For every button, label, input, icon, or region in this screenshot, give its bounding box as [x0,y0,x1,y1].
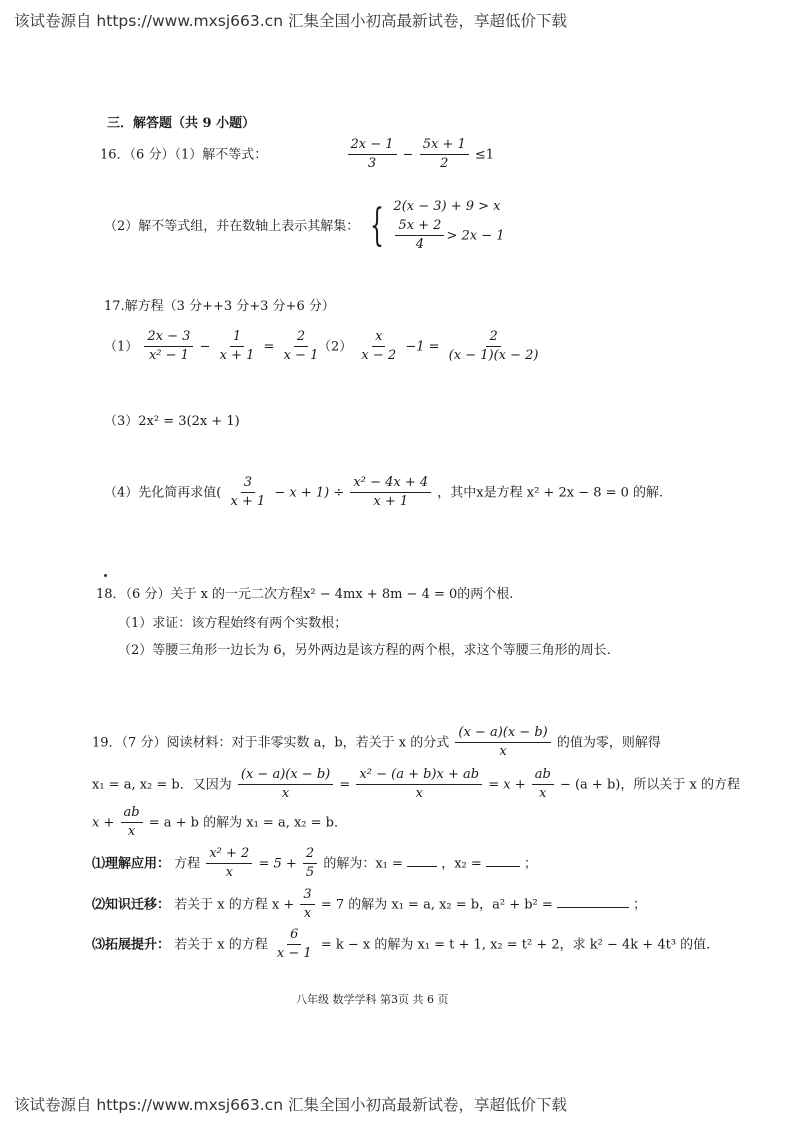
q19-sub1: ⑴理解应用： 方程 $\frac{\text{x² + 2}}{x}$ = 5 + $\frac{2}{5}$ 的解为：x₁ = ，x₂ = ； [92,846,538,881]
q19-line3: x + $\frac{ab}{x}$ = a + b 的解为 x₁ = a, x₂ = b． [92,805,347,840]
stray-dot [104,574,107,577]
q16-system: { 2(x − 3) + 9 > x $\frac{5x + 2}{4}$ > 2x − 1 [370,199,505,253]
answer-blank-a2b2[interactable] [557,894,629,908]
q16-frac1: $\frac{2x - 1}{3}$ [348,138,397,172]
q16-frac2: $\frac{5x + 1}{2}$ [420,138,469,172]
answer-blank-x1[interactable] [407,853,437,867]
q17-part2: （2） $\frac{x}{x - 2}$ −1 = $\frac{2}{(x - 1)(x - 2)}$ [318,329,539,364]
q19-line1: 19．（7 分）阅读材料：对于非零实数 a，b，若关于 x 的分式 $\frac{(x - a)(x - b)}{x}$ 的值为零，则解得 [92,725,661,760]
q16-part2: （2）解不等式组，并在数轴上表示其解集： { 2(x − 3) + 9 > x $\frac{5x + 2}{4}$ > 2x − 1 [104,199,505,253]
q17-head: 17.解方程（3 分++3 分+3 分+6 分） [104,299,335,314]
page-footer: 八年级 数学学科 第3页 共 6 页 [296,993,449,1006]
section-title: 三．解答题（共 9 小题） [107,116,256,131]
answer-blank-x2[interactable] [486,853,520,867]
q17-part4: （4）先化简再求值( $\frac{3}{x + 1}$ − x + 1) ÷ $\frac{\text{x² − 4x + 4}}{x + 1}$ ，其中x是方程 x² + 2x − 8 = 0 的解. [104,475,664,510]
q17-part3: （3）2x² = 3(2x + 1) [104,414,240,429]
q19-sub3: ⑶拓展提升： 若关于 x 的方程 $\frac{6}{x - 1}$ = k − x 的解为 x₁ = t + 1, x₂ = t² + 2，求 k² − 4k + 4t³ 的值. [92,927,711,962]
q17-part1: （1） $\frac{2x - 3}{\text{x² − 1}}$ − $\frac{1}{x + 1}$ = $\frac{2}{x - 1}$ [104,329,319,364]
q19-sub2: ⑵知识迁移： 若关于 x 的方程 x + $\frac{3}{x}$ = 7 的解为 x₁ = a, x₂ = b，a² + b² = ； [92,887,647,922]
q18-head: 18．（6 分）关于 x 的一元二次方程x² − 4mx + 8m − 4 = 0的两个根. [96,587,514,602]
watermark-bottom: 该试卷源自 https://www.mxsj663.cn 汇集全国小初高最新试卷，享超低价下载 [14,1096,567,1114]
q18-part2: （2）等腰三角形一边长为 6，另外两边是该方程的两个根，求这个等腰三角形的周长. [118,643,611,658]
q18-part1: （1）求证：该方程始终有两个实数根； [118,616,348,631]
q19-line2: x₁ = a, x₂ = b．又因为 $\frac{(x - a)(x - b)}{x}$ = $\frac{\text{x² − (a + b)x + ab}}{x}$ = x + $\frac{ab}{x}$ − (a + b)，所以关于 x 的方程 [92,767,740,802]
watermark-top: 该试卷源自 https://www.mxsj663.cn 汇集全国小初高最新试卷，享超低价下载 [14,12,567,30]
q16-part1: 16．（6 分）（1）解不等式： $\frac{2x - 1}{3}$ − $\frac{5x + 1}{2}$ ≤1 [100,137,495,172]
q16-head: 16．（6 分）（1）解不等式： [100,147,268,163]
